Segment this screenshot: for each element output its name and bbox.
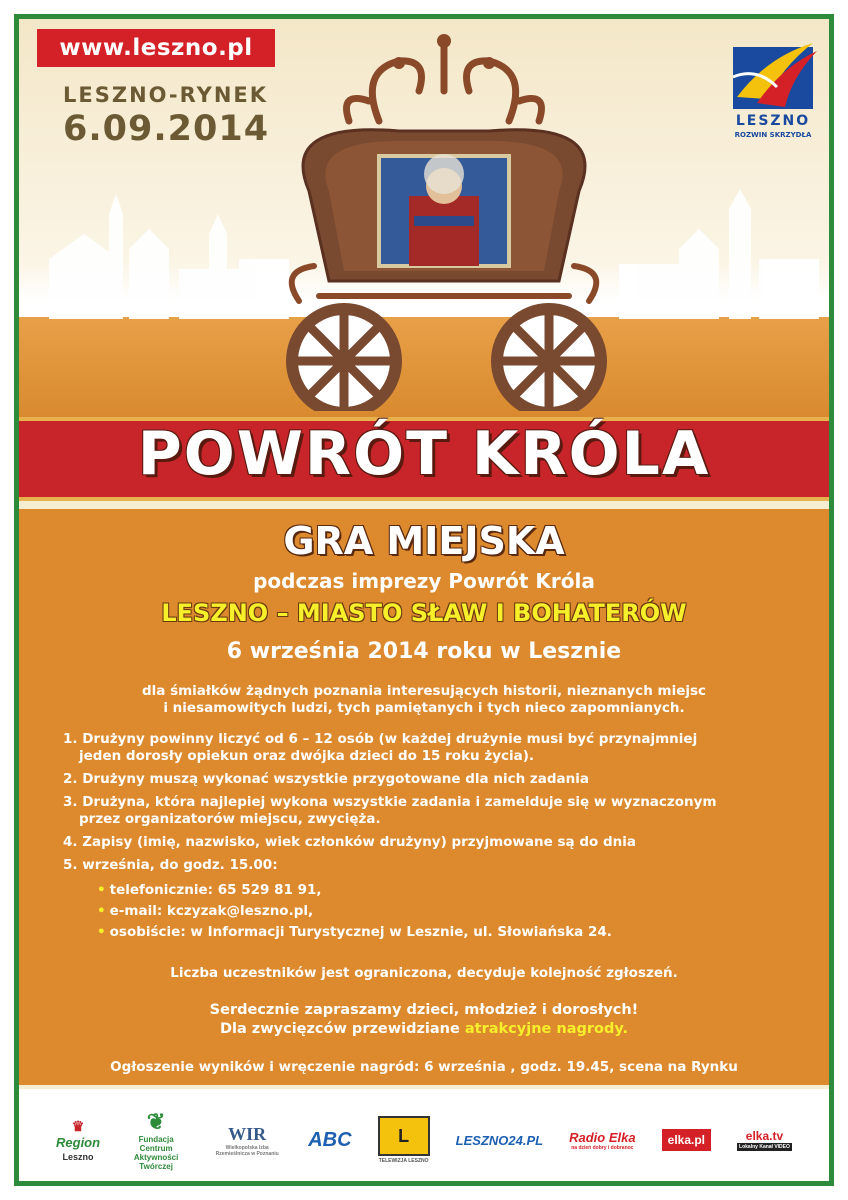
sponsor-telewizja-leszno bbox=[378, 1116, 430, 1164]
intro-text bbox=[19, 683, 829, 717]
sponsor-abc bbox=[308, 1129, 351, 1152]
rule-line: 4. Zapisy (imię, nazwisko, wiek członków drużyny) przyjmowane są do dnia bbox=[63, 834, 636, 850]
rule-line: 1. Drużyny powinny liczyć od 6 – 12 osób (w każdej drużynie musi być przynajmniej bbox=[63, 731, 698, 747]
sponsor-radio-elka bbox=[569, 1130, 635, 1151]
sponsor-leszno24: LESZNO24.PL bbox=[455, 1132, 544, 1148]
sponsor-wir bbox=[212, 1124, 282, 1157]
invitation-line bbox=[19, 1020, 829, 1039]
rule-item bbox=[63, 834, 803, 874]
invitation-line: Serdecznie zapraszamy dzieci, młodzież i dorosłych! bbox=[209, 1002, 639, 1018]
contact-item bbox=[97, 901, 803, 922]
sponsor-label: Fundacja Centrum Aktywności Twórczej bbox=[133, 1135, 179, 1171]
sponsor-bar bbox=[19, 1089, 829, 1186]
sponsor-label: Lokalny Kanał VIDEO bbox=[739, 1144, 790, 1150]
event-date-header: 6.09.2014 bbox=[63, 109, 270, 149]
sponsor-label: TELEWIZJA LESZNO bbox=[378, 1158, 429, 1164]
contact-item bbox=[97, 922, 803, 943]
event-date-line: 6 września 2014 roku w Lesznie bbox=[226, 639, 622, 664]
tree-icon: ❦ bbox=[146, 1109, 166, 1134]
bullet-icon: • bbox=[97, 903, 106, 919]
intro-line: i niesamowitych ludzi, tych pamiętanych i tych nieco zapomnianych. bbox=[163, 700, 685, 716]
logo-name: LESZNO bbox=[735, 113, 811, 129]
invitation bbox=[19, 1001, 829, 1039]
sponsor-elka-pl: elka.pl bbox=[662, 1129, 711, 1151]
rule-line: przez organizatorów miejscu, zwycięża. bbox=[79, 811, 381, 827]
prize-intro: Dla zwycięzców przewidziane bbox=[219, 1021, 465, 1037]
sponsor-label: Radio Elka bbox=[569, 1129, 636, 1145]
rule-line: 5. września, do godz. 15.00: bbox=[63, 857, 278, 873]
bullet-icon: • bbox=[97, 882, 106, 898]
sponsor-elka-tv bbox=[737, 1129, 792, 1151]
poster-title: POWRÓT KRÓLA bbox=[137, 419, 711, 489]
rule-item bbox=[63, 731, 803, 765]
game-subtitle: podczas imprezy Powrót Króla bbox=[253, 569, 595, 593]
tv-logo-icon: L bbox=[378, 1116, 430, 1156]
contact-phone[interactable]: telefonicznie: 65 529 81 91, bbox=[109, 882, 322, 898]
sponsor-label: Region bbox=[56, 1135, 101, 1150]
crown-icon: ♛ bbox=[71, 1118, 85, 1134]
prize-highlight: atrakcyjne nagrody. bbox=[464, 1021, 629, 1037]
rule-item bbox=[63, 771, 803, 788]
sponsor-label: elka.tv bbox=[745, 1129, 784, 1143]
sponsor-fundacja bbox=[126, 1109, 186, 1171]
sponsor-label: na dzień dobry i dobranoc bbox=[571, 1144, 634, 1151]
leszno-wings-icon bbox=[727, 37, 819, 113]
rules-list bbox=[63, 731, 803, 943]
sponsor-label: WIR bbox=[228, 1123, 267, 1144]
results-announcement: Ogłoszenie wyników i wręczenie nagród: 6 września , godz. 19.45, scena na Rynku bbox=[110, 1059, 738, 1075]
contact-in-person: osobiście: w Informacji Turystycznej w Lesznie, ul. Słowiańska 24. bbox=[109, 924, 612, 940]
sponsor-region-leszno bbox=[56, 1118, 100, 1162]
logo-tagline: ROZWIN SKRZYDŁA bbox=[734, 131, 812, 139]
contact-item bbox=[97, 880, 803, 901]
bullet-icon: • bbox=[97, 924, 106, 940]
sponsor-label: Wielkopolska Izba Rzemieślnicza w Poznaniu bbox=[215, 1144, 279, 1157]
rule-line: 3. Drużyna, która najlepiej wykona wszystkie zadania i zamelduje się w wyznaczonym bbox=[63, 794, 717, 810]
intro-line: dla śmiałków żądnych poznania interesujących historii, nieznanych miejsc bbox=[141, 683, 707, 699]
leszno-logo bbox=[727, 37, 819, 145]
rule-line: 2. Drużyny muszą wykonać wszystkie przygotowane dla nich zadania bbox=[63, 771, 589, 787]
sponsor-label: ABC bbox=[308, 1128, 352, 1151]
royal-carriage-icon bbox=[259, 31, 629, 411]
game-title: GRA MIEJSKA bbox=[283, 519, 565, 563]
contact-email[interactable]: e-mail: kczyzak@leszno.pl, bbox=[109, 903, 314, 919]
event-place: LESZNO-RYNEK bbox=[63, 83, 269, 107]
sponsor-label: Leszno bbox=[62, 1152, 94, 1162]
poster bbox=[14, 14, 834, 1186]
participant-limit: Liczba uczestników jest ograniczona, decyduje kolejność zgłoszeń. bbox=[170, 965, 678, 981]
rule-item bbox=[63, 794, 803, 828]
contact-list bbox=[97, 880, 803, 943]
rule-line: jeden dorosły opiekun oraz dwójka dzieci do 15 roku życia). bbox=[79, 748, 535, 764]
website-url[interactable]: www.leszno.pl bbox=[37, 29, 275, 67]
game-slogan: LESZNO – MIASTO SŁAW I BOHATERÓW bbox=[161, 599, 687, 627]
